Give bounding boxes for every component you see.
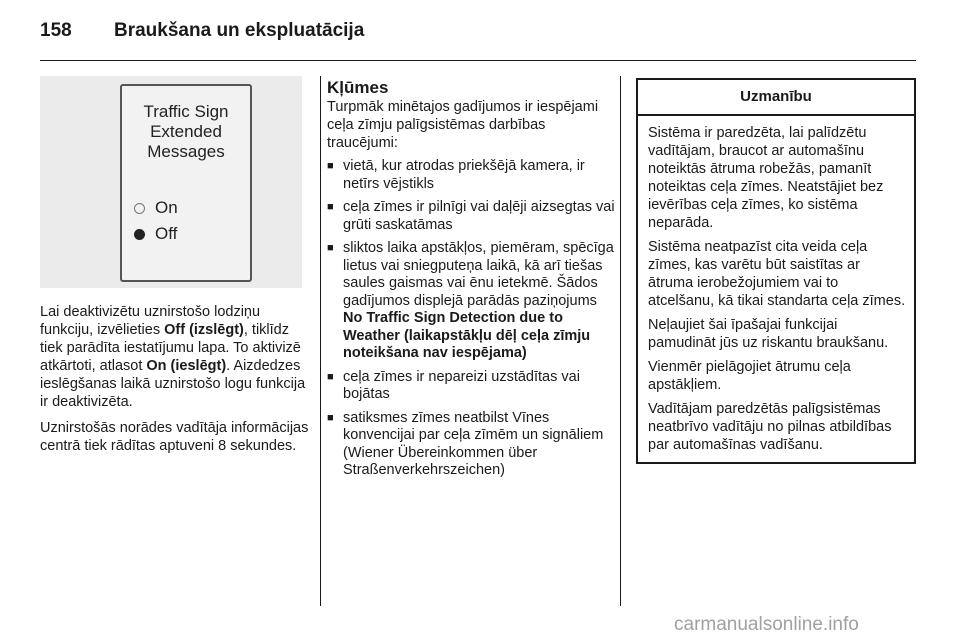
- paragraph: [40, 303, 310, 411]
- paragraph: Vadītājam paredzētās palīgsistēmas neatbrīvo vadītāju no pilnas atbildības par automašīnas vadīšanu.: [648, 401, 892, 453]
- text-run: . Aizdedzes ieslēgšanas laikā uznirstošo logu funkcija ir deaktivizēta.: [40, 358, 306, 410]
- warning-box: [636, 78, 916, 464]
- bold-term: On (ieslēgt): [146, 358, 227, 374]
- header-divider: [40, 60, 916, 61]
- text-run: , tiklīdz tiek parādīta iestatījumu lapa. To aktivizē atkārtoti, atlasot: [40, 322, 301, 374]
- screen-title-line: Messages: [147, 142, 225, 161]
- paragraph: Uznirstošās norādes vadītāja informācijas centrā tiek rādītas aptuveni 8 sekundes.: [40, 420, 309, 454]
- list-item: ■ vietā, kur atrodas priekšējā kamera, ir netīrs vējstikls: [327, 158, 617, 193]
- paragraph: Sistēma ir paredzēta, lai palīdzētu vadītājam, braucot ar automašīnu noteiktās ātruma robežās, pamanīt noteiktas ceļa zīmes. Neatstājiet bez ievērības ceļa zīmes, ko sistēma neparāda.: [648, 125, 884, 231]
- page-number: 158: [40, 20, 72, 41]
- paragraph: Turpmāk minētajos gadījumos ir iespējami ceļa zīmju palīgsistēmas darbības traucējumi:: [327, 99, 599, 151]
- paragraph: Sistēma neatpazīst cita veida ceļa zīmes, kas varētu būt saistītas ar ātruma ierobežojumiem vai to atcelšanu, kā tikai standarta ceļa zīmes.: [648, 239, 906, 309]
- display-screen: [120, 84, 252, 282]
- page-title: Braukšana un ekspluatācija: [114, 20, 365, 41]
- left-column: [40, 76, 309, 454]
- bold-term: No Traffic Sign Detection due to Weather (laikapstākļu dēļ ceļa zīmju noteikšana nav iespējama): [343, 310, 591, 361]
- paragraph: Vienmēr pielāgojiet ātrumu ceļa apstākļiem.: [648, 359, 851, 393]
- right-column: [636, 78, 916, 464]
- warning-body: [638, 116, 914, 462]
- bullet-list: [327, 158, 617, 480]
- text-run: sliktos laika apstākļos, piemēram, spēcīga lietus vai sniegputeņa laikā, kā arī tiešas saules gaismas vai ēnu ietekmē. Šādos gadījumos displejā parādās paziņojums: [343, 240, 614, 309]
- list-item: ■ satiksmes zīmes neatbilst Vīnes konvencijai par ceļa zīmēm un signāliem (Wiener Übereinkommen über Straßenverkehrszeichen): [327, 410, 617, 480]
- display-illustration: [40, 76, 302, 288]
- text-run: Lai deaktivizētu uznirstošo lodziņu funkciju, izvēlieties: [40, 304, 261, 338]
- option-on: [134, 198, 178, 218]
- screen-title: [122, 102, 250, 162]
- radio-unselected-icon: [134, 203, 145, 214]
- list-item: ■ ceļa zīmes ir nepareizi uzstādītas vai bojātas: [327, 369, 617, 404]
- radio-selected-icon: [134, 229, 145, 240]
- option-off: [134, 224, 177, 244]
- section-heading: Kļūmes: [327, 78, 389, 97]
- column-divider-2: [620, 76, 621, 606]
- left-text: [40, 303, 310, 463]
- warning-title: Uzmanību: [638, 80, 914, 116]
- option-label: Off: [155, 224, 178, 243]
- list-item: ■ ceļa zīmes ir pilnīgi vai daļēji aizsegtas vai grūti saskatāmas: [327, 199, 617, 234]
- bold-term: Off (izslēgt): [164, 322, 244, 338]
- screen-title-line: Traffic Sign: [143, 102, 229, 121]
- screen-title-line: Extended: [150, 122, 222, 141]
- paragraph: Neļaujiet šai īpašajai funkcijai pamudināt jūs uz riskantu braukšanu.: [648, 317, 889, 351]
- watermark: carmanualsonline.info: [674, 614, 859, 635]
- list-item: [327, 240, 617, 363]
- middle-column: [327, 78, 617, 486]
- option-label: On: [155, 198, 178, 217]
- column-divider-1: [320, 76, 321, 606]
